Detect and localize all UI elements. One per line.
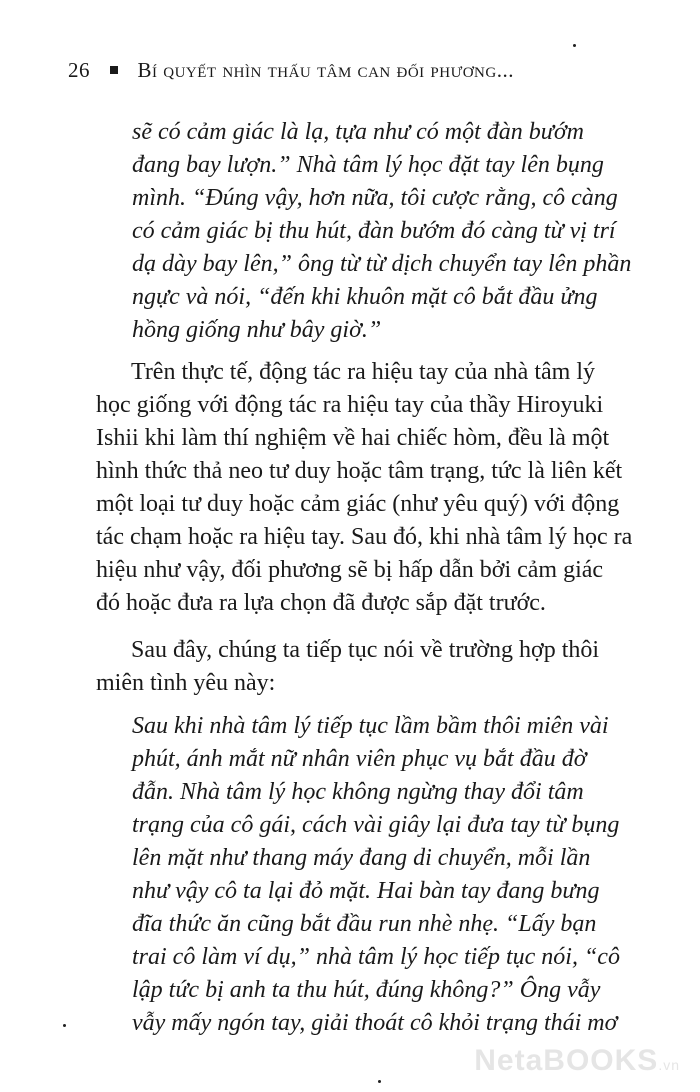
- quote-line: vẫy mấy ngón tay, giải thoát cô khỏi trạng thái mơ: [132, 1010, 618, 1036]
- quote-line: ngực và nói, “đến khi khuôn mặt cô bắt đầu ửng: [132, 284, 598, 310]
- scan-speck: [63, 1024, 66, 1027]
- quote-line: phút, ánh mắt nữ nhân viên phục vụ bắt đầu đờ: [132, 746, 587, 772]
- body-line: đó hoặc đưa ra lựa chọn đã được sắp đặt trước.: [96, 590, 546, 616]
- body-line: tác chạm hoặc ra hiệu tay. Sau đó, khi nhà tâm lý học ra: [96, 524, 633, 550]
- quote-line: lập tức bị anh ta thu hút, đúng không?” Ông vẫy: [132, 977, 601, 1003]
- quote-line: trạng của cô gái, cách vài giây lại đưa tay từ bụng: [132, 812, 620, 838]
- body-line: Sau đây, chúng ta tiếp tục nói về trường hợp thôi: [131, 637, 600, 663]
- quote-line: lên mặt như thang máy đang di chuyển, mỗi lần: [132, 845, 591, 871]
- header-bullet: [110, 66, 118, 74]
- quote-line: mình. “Đúng vậy, hơn nữa, tôi cược rằng, cô càng: [132, 185, 618, 211]
- quote-line: đang bay lượn.” Nhà tâm lý học đặt tay lên bụng: [132, 152, 604, 178]
- body-line: học giống với động tác ra hiệu tay của thầy Hiroyuki: [96, 392, 604, 418]
- quote-line: như vậy cô ta lại đỏ mặt. Hai bàn tay đang bưng: [132, 878, 600, 904]
- body-line: hình thức thả neo tư duy hoặc tâm trạng, tức là liên kết: [96, 458, 623, 484]
- header-title: Bí quyết nhìn thấu tâm can đối phương...: [137, 58, 514, 82]
- quote-line: sẽ có cảm giác là lạ, tựa như có một đàn bướm: [132, 119, 585, 145]
- body-line: hiệu như vậy, đối phương sẽ bị hấp dẫn bởi cảm giác: [96, 557, 604, 583]
- quote-line: trai cô làm ví dụ,” nhà tâm lý học tiếp tục nói, “cô: [132, 944, 620, 970]
- quote-line: đẫn. Nhà tâm lý học không ngừng thay đổi tâm: [132, 779, 584, 805]
- watermark-logo: NetaBOOKS.vn: [474, 1044, 680, 1077]
- running-header: [68, 58, 514, 83]
- body-line: miên tình yêu này:: [96, 670, 276, 696]
- quote-line: đĩa thức ăn cũng bắt đầu run nhè nhẹ. “Lấy bạn: [132, 911, 597, 937]
- quote-line: Sau khi nhà tâm lý tiếp tục lầm bầm thôi miên vài: [132, 713, 609, 739]
- quote-line: dạ dày bay lên,” ông từ từ dịch chuyển tay lên phần: [132, 251, 632, 277]
- body-line: Trên thực tế, động tác ra hiệu tay của nhà tâm lý: [131, 359, 595, 385]
- body-line: một loại tư duy hoặc cảm giác (như yêu quý) với động: [96, 491, 620, 517]
- quote-line: hồng giống như bây giờ.”: [132, 317, 382, 343]
- scan-speck: [573, 44, 576, 47]
- page-number: 26: [68, 58, 90, 82]
- quote-line: có cảm giác bị thu hút, đàn bướm đó càng từ vị trí: [132, 218, 616, 244]
- body-line: Ishii khi làm thí nghiệm về hai chiếc hòm, đều là một: [96, 425, 610, 451]
- scan-speck: [378, 1080, 381, 1083]
